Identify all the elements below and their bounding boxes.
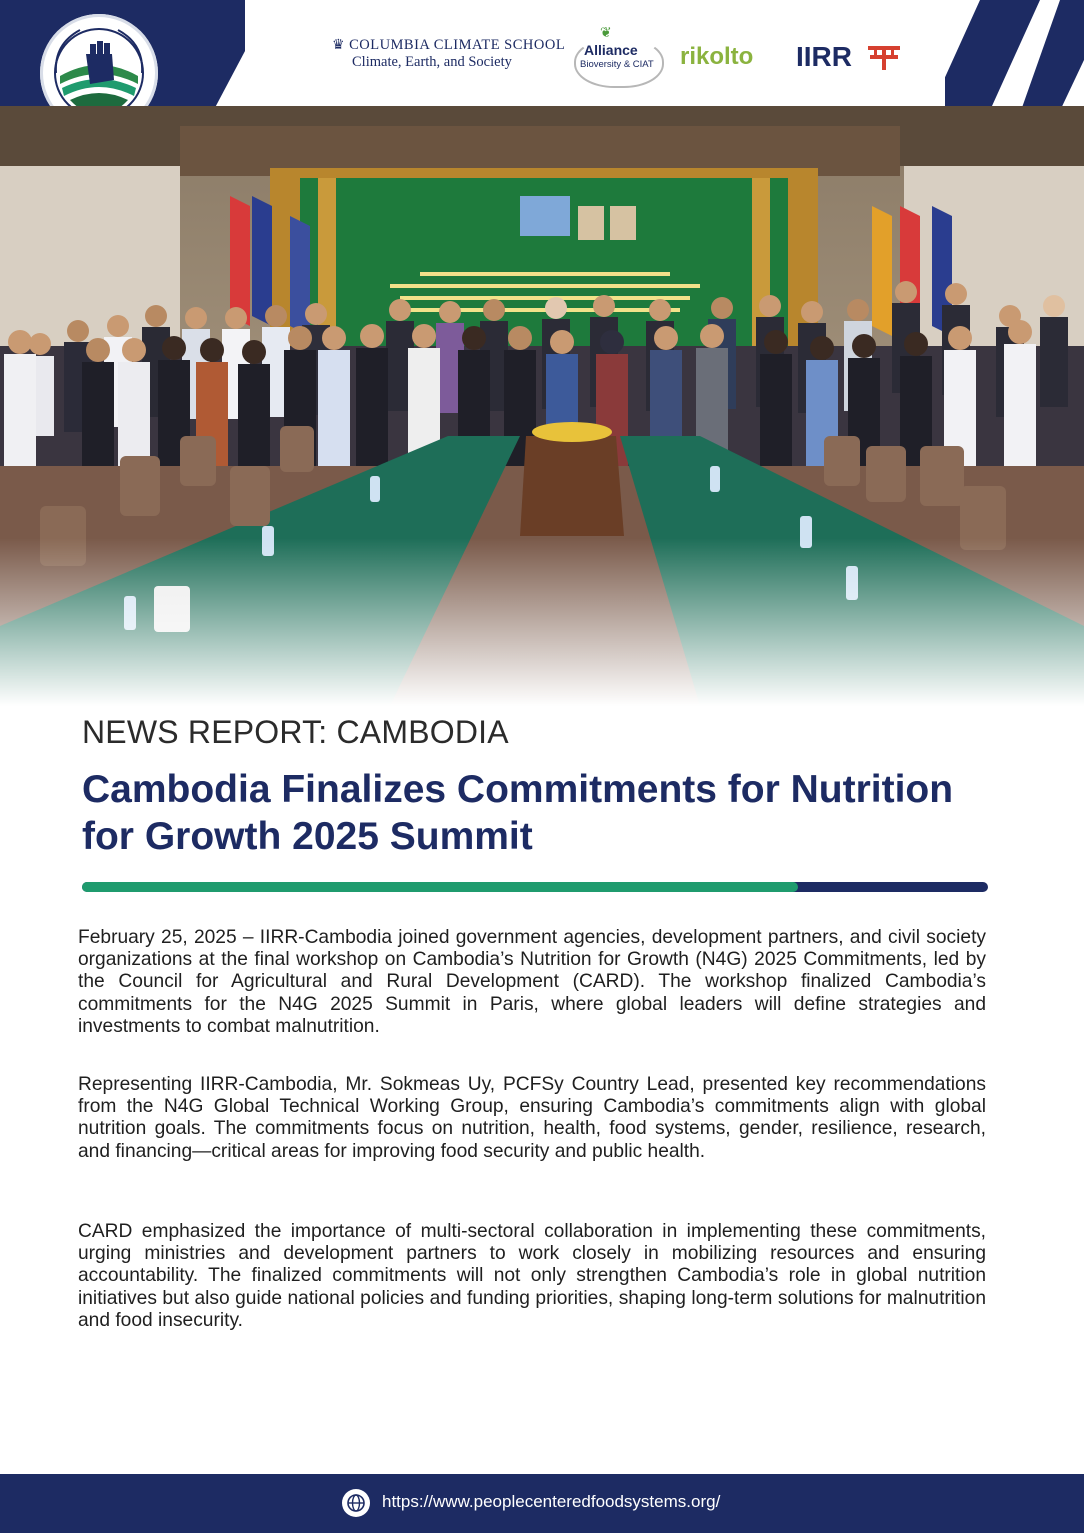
header-right-stripe-1 [932,0,1040,106]
workshop-group-photo [0,106,1084,706]
leaf-icon: ❦ [600,24,612,40]
columbia-name: COLUMBIA CLIMATE SCHOOL [349,37,566,53]
columbia-climate-school-logo [332,37,570,71]
alliance-name: Alliance [584,42,638,58]
columbia-tagline: Climate, Earth, and Society [352,54,512,70]
title-divider [82,882,988,892]
alliance-subtitle: Bioversity & CIAT [580,59,654,70]
news-report-kicker: NEWS REPORT: CAMBODIA [82,714,509,750]
article-paragraph-1: February 25, 2025 – IIRR-Cambodia joined government agencies, development partners, and civil society organizations at the final workshop on Cambodia’s Nutrition for Growth (N4G) 2025 Commitments, led by the Council for Agricultural and Rural Development (CARD). The workshop finalized Cambodia’s commitments for the N4G 2025 Summit in Paris, where global leaders will define strategies and investments to combat malnutrition. [78,927,986,1037]
crown-icon: ♛ [332,38,346,53]
website-link[interactable]: https://www.peoplecenteredfoodsystems.org/ [382,1492,721,1511]
article-title: Cambodia Finalizes Commitments for Nutrition for Growth 2025 Summit [82,768,954,858]
iirr-logo: IIRR [796,41,852,72]
rikolto-logo: rikolto [680,43,754,70]
photo-illustration [0,106,1084,706]
globe-icon [342,1489,370,1517]
iirr-mark-icon [866,44,902,70]
article-paragraph-2: Representing IIRR-Cambodia, Mr. Sokmeas Uy, PCFSy Country Lead, presented key recommendations from the N4G Global Technical Working Group, ensuring Cambodia’s commitments align with global nutrition goals. The commitments focus on nutrition, health, food systems, gender, resilience, research, and financing—critical areas for improving food security and public health. [78,1074,986,1162]
divider-green-bar [82,882,798,892]
page-footer [0,1474,1084,1533]
article-paragraph-3: CARD emphasized the importance of multi-sectoral collaboration in implementing these commitments, urging ministries and development partners to work closely in mobilizing resources and ensuring accountability. The finalized commitments will not only strengthen Cambodia’s role in global nutrition initiatives but also guide national policies and funding priorities, shaping long-term solutions for malnutrition and food insecurity. [78,1221,986,1331]
alliance-bioversity-ciat-logo [570,22,670,74]
